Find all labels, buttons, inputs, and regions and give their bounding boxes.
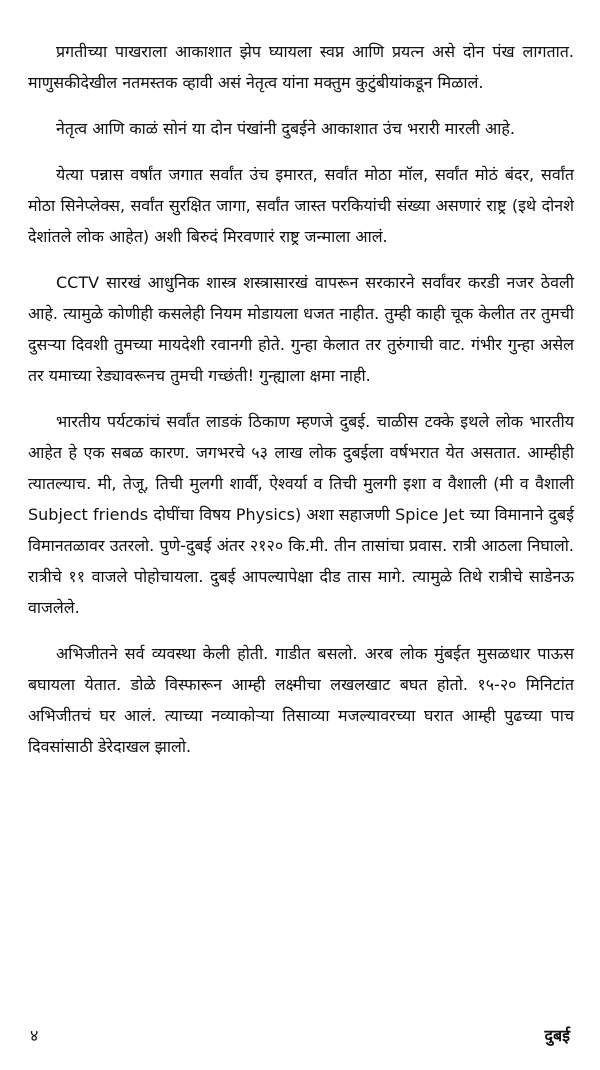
- paragraph-4: CCTV सारखं आधुनिक शास्त्र शस्त्रासारखं वापरून सरकारने सर्वांवर करडी नजर ठेवली आहे. त्यामुळे कोणीही कसलेही नियम मोडायला धजत नाहीत. तुम्ही काही चूक केलीत तर तुमची दुसऱ्या दिवशी तुमच्या मायदेशी रवानगी होते. गुन्हा केलात तर तुरुंगाची वाट. गंभीर गुन्हा असेल तर यमाच्या रेड्यावरूनच तुमची गच्छंती! गुन्ह्याला क्षमा नाही.: [28, 273, 574, 385]
- paragraph-2: नेतृत्व आणि काळं सोनं या दोन पंखांनी दुबईने आकाशात उंच भरारी मारली आहे.: [56, 119, 515, 138]
- page-number: ४: [30, 1026, 39, 1045]
- page-body: [28, 36, 574, 777]
- paragraph-3: येत्या पन्नास वर्षांत जगात सर्वांत उंच इमारत, सर्वांत मोठा मॉल, सर्वांत मोठं बंदर, सर्वांत मोठा सिनेप्लेक्स, सर्वांत सुरक्षित जागा, सर्वांत जास्त परकियांची संख्या असणारं राष्ट्र (इथे दोनशे देशांतले लोक आहेत) अशी बिरुदं मिरवणारं राष्ट्र जन्माला आलं.: [28, 165, 574, 246]
- page-footer: [30, 1024, 570, 1052]
- paragraph-5: भारतीय पर्यटकांचं सर्वांत लाडकं ठिकाण म्हणजे दुबई. चाळीस टक्के इथले लोक भारतीय आहेत हे एक सबळ कारण. जगभरचे ५३ लाख लोक दुबईला वर्षभरात येत असतात. आम्हीही त्यातल्याच. मी, तेजू, तिची मुलगी शार्वी, ऐश्वर्या व तिची मुलगी इशा व वैशाली (मी व वैशाली Subject friends दोघींचा विषय Physics) अशा सहाजणी Spice Jet च्या विमानाने दुबई विमानतळावर उतरलो. पुणे-दुबई अंतर २१२० कि.मी. तीन तासांचा प्रवास. रात्री आठला निघालो. रात्रीचे ११ वाजले पोहोचायला. दुबई आपल्यापेक्षा दीड तास मागे. त्यामुळे तिथे रात्रीचे साडेनऊ वाजलेले.: [28, 412, 574, 617]
- paragraph-6: अभिजीतने सर्व व्यवस्था केली होती. गाडीत बसलो. अरब लोक मुंबईत मुसळधार पाऊस बघायला येतात. डोळे विस्फारून आम्ही लक्ष्मीचा लखलखाट बघत होतो. १५-२० मिनिटांत अभिजीतचं घर आलं. त्याच्या नव्याकोऱ्या तिसाव्या मजल्यावरच्या घरात आम्ही पुढच्या पाच दिवसांसाठी डेरेदाखल झालो.: [28, 644, 574, 756]
- running-title: दुबई: [544, 1026, 570, 1045]
- paragraph-1: प्रगतीच्या पाखराला आकाशात झेप घ्यायला स्वप्न आणि प्रयत्न असे दोन पंख लागतात. माणुसकीदेखील नतमस्तक व्हावी असं नेतृत्व यांना मक्तुम कुटुंबीयांकडून मिळालं.: [28, 42, 574, 92]
